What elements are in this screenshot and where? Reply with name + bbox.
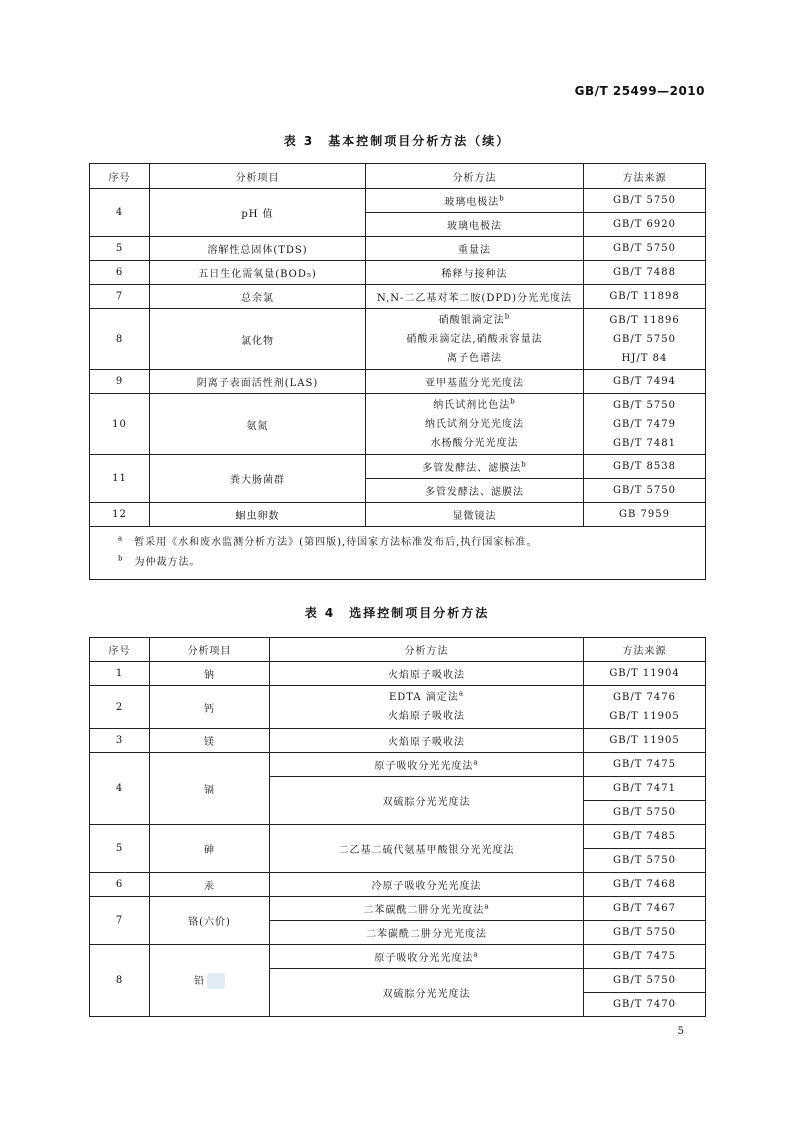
row-source: GB/T 5750 [584, 479, 706, 503]
row-item: 汞 [150, 873, 270, 897]
row-method: N,N-二乙基对苯二胺(DPD)分光光度法 [366, 285, 584, 309]
row-item: 镉 [150, 753, 270, 825]
row-item: 钠 [150, 662, 270, 686]
row-source: GB/T 11904 [584, 662, 706, 686]
table4 [89, 637, 706, 1017]
row-method: 二苯碳酰二肼分光光度法 [270, 921, 584, 945]
row-method: 多管发酵法、滤膜法 [366, 479, 584, 503]
row-source: GB/T 5750 [584, 921, 706, 945]
header-method: 分析方法 [270, 638, 584, 662]
row-method: 重量法 [366, 237, 584, 261]
table-row [90, 394, 706, 455]
table-row [90, 370, 706, 394]
page-number: 5 [677, 1026, 684, 1037]
table-row [90, 285, 706, 309]
row-method: 纳氏试剂比色法$^b$ 纳氏试剂分光光度法 水杨酸分光光度法 [366, 394, 584, 455]
table-row [90, 825, 706, 849]
row-method: 火焰原子吸收法 [270, 729, 584, 753]
row-method: EDTA 滴定法$^a$ 火焰原子吸收法 [270, 686, 584, 729]
table-row [90, 897, 706, 921]
row-item: 氯化物 [150, 309, 366, 370]
table3-notes-row [90, 527, 706, 580]
row-item: 粪大肠菌群 [150, 455, 366, 503]
row-number: 5 [90, 825, 150, 873]
row-method: 二乙基二硫代氨基甲酸银分光光度法 [270, 825, 584, 873]
table-row [90, 189, 706, 213]
row-source: GB 7959 [584, 503, 706, 527]
row-source: GB/T 6920 [584, 213, 706, 237]
row-method: 双硫腙分光光度法 [270, 969, 584, 1017]
table4-caption: 表 4 选择控制项目分析方法 [304, 606, 490, 620]
row-number: 5 [90, 237, 150, 261]
row-method: 硝酸银滴定法$^b$ 硝酸汞滴定法,硝酸汞容量法 离子色谱法 [366, 309, 584, 370]
table-row [90, 261, 706, 285]
row-method: 火焰原子吸收法 [270, 662, 584, 686]
header-method: 分析方法 [366, 164, 584, 189]
row-number: 2 [90, 686, 150, 729]
row-method: 双硫腙分光光度法 [270, 777, 584, 825]
header-item: 分析项目 [150, 164, 366, 189]
row-source: GB/T 11898 [584, 285, 706, 309]
table-row [90, 455, 706, 479]
row-number: 9 [90, 370, 150, 394]
row-item: pH 值 [150, 189, 366, 237]
row-item: 钙 [150, 686, 270, 729]
header-source: 方法来源 [584, 638, 706, 662]
row-number: 7 [90, 285, 150, 309]
standard-number: GB/T 25499—2010 [574, 84, 705, 98]
row-source: GB/T 5750 [584, 969, 706, 993]
row-source: GB/T 11905 [584, 729, 706, 753]
table3-notes [90, 527, 706, 580]
note-b: $^b$ 为仲裁方法。 [118, 554, 201, 568]
row-number: 6 [90, 261, 150, 285]
row-item: 铅 [150, 945, 270, 1017]
table3 [89, 163, 706, 580]
row-source: GB/T 7485 [584, 825, 706, 849]
row-number: 6 [90, 873, 150, 897]
row-item: 砷 [150, 825, 270, 873]
row-source: GB/T 7467 [584, 897, 706, 921]
table3-body [90, 189, 706, 527]
row-number: 4 [90, 189, 150, 237]
header-number: 序号 [90, 638, 150, 662]
row-method: 玻璃电极法 [366, 213, 584, 237]
header-number: 序号 [90, 164, 150, 189]
row-source: GB/T 7475 [584, 945, 706, 969]
table-row [90, 873, 706, 897]
row-source: GB/T 5750 [584, 801, 706, 825]
header-source: 方法来源 [584, 164, 706, 189]
row-source: GB/T 5750 GB/T 7479 GB/T 7481 [584, 394, 706, 455]
table4-header-row [90, 638, 706, 662]
row-method: 多管发酵法、滤膜法$^b$ [366, 455, 584, 479]
row-method: 亚甲基蓝分光光度法 [366, 370, 584, 394]
row-source: GB/T 7475 [584, 753, 706, 777]
row-item: 氨氮 [150, 394, 366, 455]
row-number: 4 [90, 753, 150, 825]
row-number: 7 [90, 897, 150, 945]
row-source: GB/T 7470 [584, 993, 706, 1017]
table-row [90, 729, 706, 753]
row-source: GB/T 5750 [584, 237, 706, 261]
row-source: GB/T 7471 [584, 777, 706, 801]
table-row [90, 662, 706, 686]
row-source: GB/T 7488 [584, 261, 706, 285]
table-row [90, 945, 706, 969]
row-source: GB/T 7468 [584, 873, 706, 897]
row-source: GB/T 11896 GB/T 5750 HJ/T 84 [584, 309, 706, 370]
table-row [90, 309, 706, 370]
row-source: GB/T 7476 GB/T 11905 [584, 686, 706, 729]
row-method: 原子吸收分光光度法$^a$ [270, 753, 584, 777]
row-number: 10 [90, 394, 150, 455]
table3-caption: 表 3 基本控制项目分析方法（续） [283, 134, 511, 148]
header-item: 分析项目 [150, 638, 270, 662]
row-source: GB/T 5750 [584, 849, 706, 873]
row-method: 显微镜法 [366, 503, 584, 527]
row-item: 镁 [150, 729, 270, 753]
row-number: 12 [90, 503, 150, 527]
row-source: GB/T 8538 [584, 455, 706, 479]
row-source: GB/T 7494 [584, 370, 706, 394]
table-row [90, 237, 706, 261]
row-source: GB/T 5750 [584, 189, 706, 213]
row-item: 五日生化需氧量(BOD₅) [150, 261, 366, 285]
row-method: 二苯碳酰二肼分光光度法$^a$ [270, 897, 584, 921]
row-item: 溶解性总固体(TDS) [150, 237, 366, 261]
row-item: 蛔虫卵数 [150, 503, 366, 527]
note-a: $^a$ 暂采用《水和废水监测分析方法》(第四版),待国家方法标准发布后,执行国家标准。 [118, 534, 538, 548]
table-row [90, 686, 706, 729]
row-item: 总余氯 [150, 285, 366, 309]
row-method: 玻璃电极法$^b$ [366, 189, 584, 213]
row-method: 冷原子吸收分光光度法 [270, 873, 584, 897]
table-row [90, 753, 706, 777]
row-number: 8 [90, 945, 150, 1017]
row-item: 铬(六价) [150, 897, 270, 945]
row-number: 3 [90, 729, 150, 753]
row-item: 阴离子表面活性剂(LAS) [150, 370, 366, 394]
row-method: 稀释与接种法 [366, 261, 584, 285]
row-number: 1 [90, 662, 150, 686]
row-method: 原子吸收分光光度法$^a$ [270, 945, 584, 969]
table3-header-row [90, 164, 706, 189]
row-number: 11 [90, 455, 150, 503]
watermark-icon [207, 973, 225, 989]
row-number: 8 [90, 309, 150, 370]
table-row [90, 503, 706, 527]
